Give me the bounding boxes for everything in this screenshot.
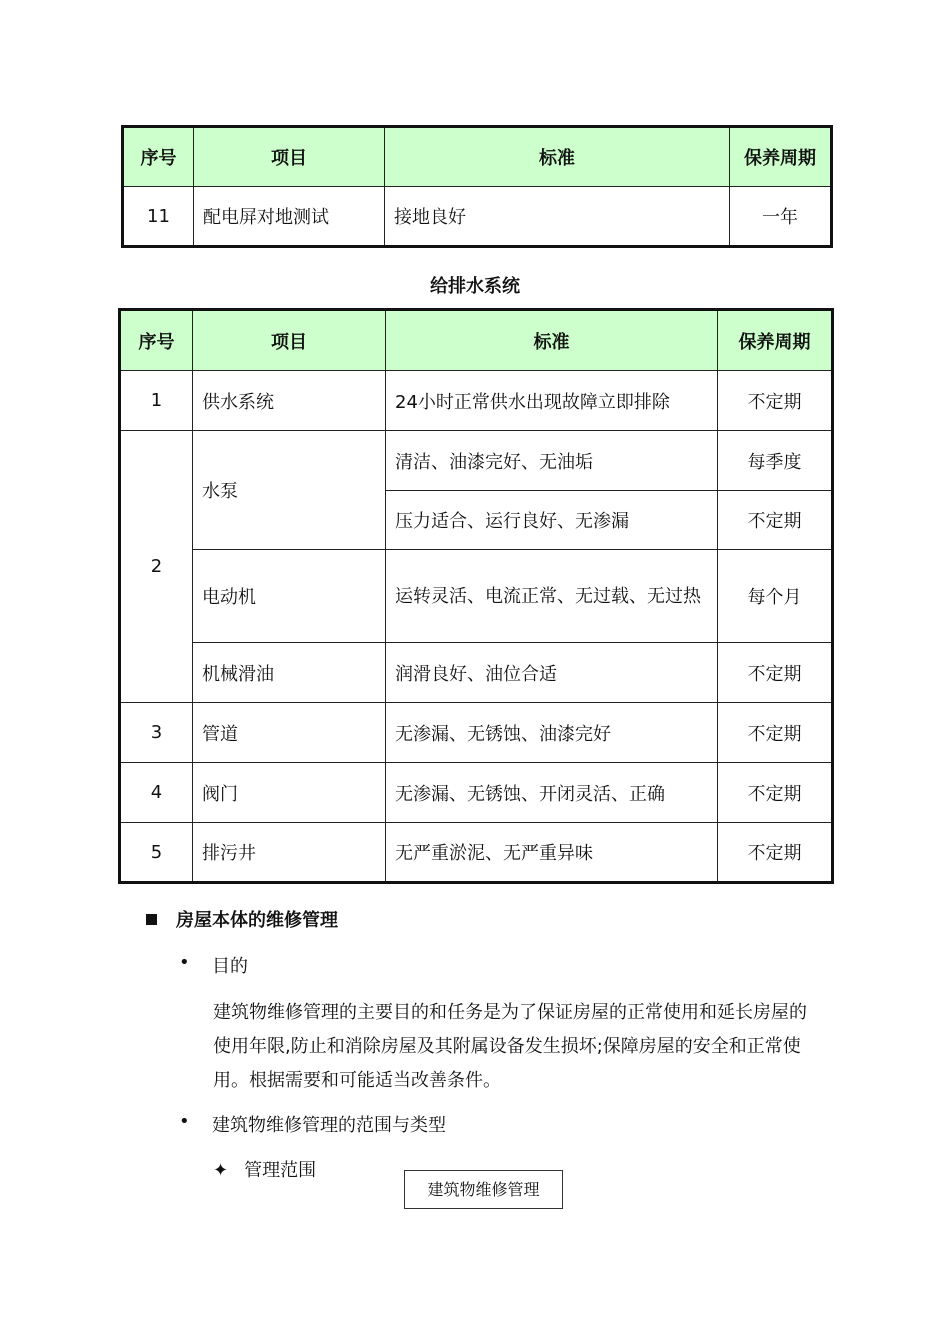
cell-standard: 接地良好 [385,187,730,247]
cell-no: 5 [120,823,193,883]
table-row [120,763,833,823]
table-row [120,703,833,763]
bullet-item-scope [179,1111,446,1137]
table-row [120,550,833,643]
bullet-text: 建筑物维修管理的范围与类型 [212,1115,446,1136]
maintenance-table-electrical [121,125,833,248]
cell-period: 每个月 [718,550,833,643]
cell-standard: 清洁、油漆完好、无油垢 [386,431,718,491]
cell-period: 不定期 [718,491,833,550]
cell-period: 不定期 [718,643,833,703]
header-item: 项目 [193,310,386,371]
header-standard: 标准 [386,310,718,371]
cell-standard: 无渗漏、无锈蚀、油漆完好 [386,703,718,763]
cell-period: 每季度 [718,431,833,491]
table-header-row [120,310,833,371]
sub-bullet-item [213,1156,316,1182]
header-period: 保养周期 [718,310,833,371]
cell-item: 排污井 [193,823,386,883]
bullet-dot-icon: • [179,952,190,973]
header-standard: 标准 [385,127,730,187]
cell-period: 一年 [730,187,832,247]
purpose-paragraph: 建筑物维修管理的主要目的和任务是为了保证房屋的正常使用和延长房屋的使用年限,防止和消除房屋及其附属设备发生损坏;保障房屋的安全和正常使用。根据需要和可能适当改善条件。 [213,1002,807,1091]
table-header-row [123,127,832,187]
cell-period: 不定期 [718,371,833,431]
cell-standard: 无严重淤泥、无严重异味 [386,823,718,883]
header-item: 项目 [194,127,385,187]
table-row [120,431,833,491]
table-row [120,643,833,703]
cell-no: 3 [120,703,193,763]
cell-standard: 润滑良好、油位合适 [386,643,718,703]
table-row [120,823,833,883]
cell-item: 阀门 [193,763,386,823]
cell-period: 不定期 [718,703,833,763]
cell-item: 水泵 [193,431,386,550]
header-no: 序号 [120,310,193,371]
cell-no: 11 [123,187,194,247]
cell-standard: 24小时正常供水出现故障立即排除 [386,371,718,431]
cell-standard: 运转灵活、电流正常、无过载、无过热 [386,550,718,643]
cell-period: 不定期 [718,763,833,823]
header-period: 保养周期 [730,127,832,187]
cell-item: 机械滑油 [193,643,386,703]
heading-text: 房屋本体的维修管理 [176,910,338,931]
cell-standard: 无渗漏、无锈蚀、开闭灵活、正确 [386,763,718,823]
table-row [120,371,833,431]
section-heading [146,906,338,932]
bullet-item-purpose [179,952,248,978]
four-point-star-icon: ✦ [213,1160,229,1181]
sub-bullet-text: 管理范围 [244,1160,317,1181]
cell-item: 电动机 [193,550,386,643]
cell-standard: 压力适合、运行良好、无渗漏 [386,491,718,550]
cell-item: 供水系统 [193,371,386,431]
square-bullet-icon [146,914,157,925]
cell-item: 管道 [193,703,386,763]
section-title: 给排水系统 [430,276,520,297]
cell-no: 4 [120,763,193,823]
cell-item: 配电屏对地测试 [194,187,385,247]
bullet-dot-icon: • [179,1111,190,1132]
cell-no: 1 [120,371,193,431]
bullet-text: 目的 [212,956,248,977]
header-no: 序号 [123,127,194,187]
maintenance-table-water [118,308,834,884]
cell-period: 不定期 [718,823,833,883]
cell-no: 2 [120,431,193,703]
table-row [123,187,832,247]
diagram-box: 建筑物维修管理 [404,1170,563,1209]
